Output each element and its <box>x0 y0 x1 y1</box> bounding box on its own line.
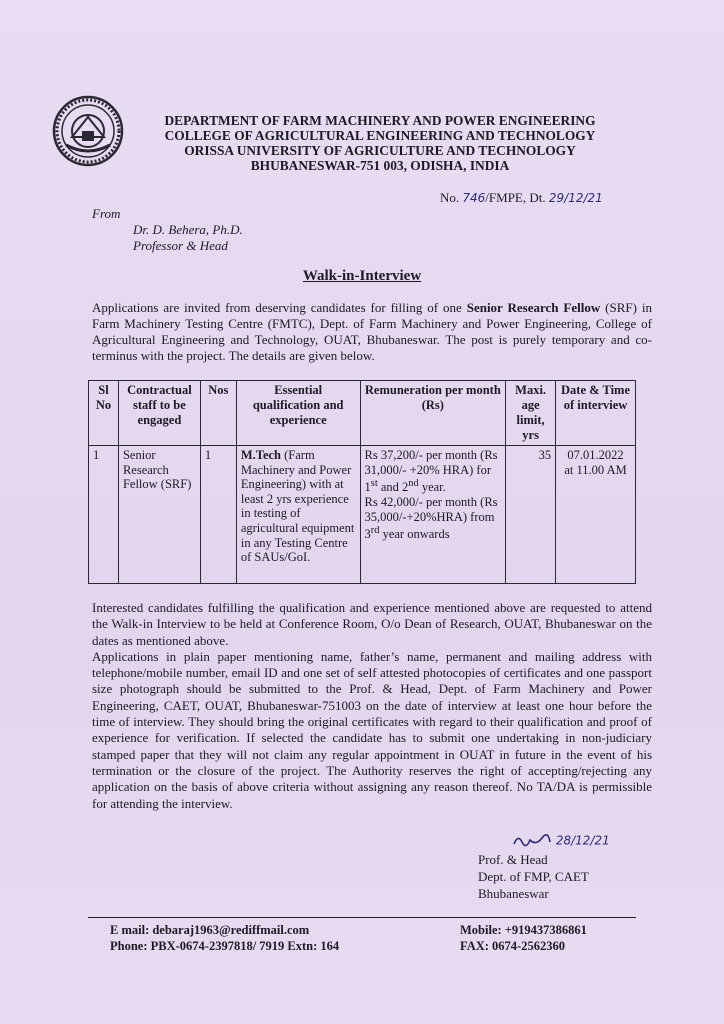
footer-mobile: Mobile: +919437386861 <box>460 923 587 937</box>
letterhead-line: BHUBANESWAR-751 003, ODISHA, INDIA <box>250 158 510 173</box>
signatory-title: Prof. & Head <box>478 852 548 867</box>
paragraph-applications: Applications in plain paper mentioning name, father’s name, permanent and mailing address with telephone/mobile number, email ID and one set of self attested photocopies of certificates and one passport size photograph should be submitted to the Prof. & Head, Dept. of Farm Machinery and Power Engineering, CAET, OUAT, Bhubaneswar-751003 on the date of interview at least one hour before the time of interview. They should bring the original certificates with regard to their qualification and proof of experience for verification. If selected the candidate has to submit one undertaking in non-judiciary stamped paper that they will not claim any regular appointment in OUAT in future in the event of his termination or the closure of the project. The Authority reserves the right of accepting/rejecting any application on the basis of above criteria without assigning any reason thereof. No TA/DA is permissible for attending the interview. <box>92 648 652 811</box>
intro-post-name: Senior Research Fellow <box>466 300 601 315</box>
interview-time: at 11.00 AM <box>564 462 627 477</box>
ref-date: 29/12/21 <box>548 191 603 205</box>
table-header-row <box>89 381 636 446</box>
cell-staff: Senior Research Fellow (SRF) <box>118 446 200 584</box>
document-title: Walk-in-Interview <box>302 268 422 284</box>
footer-email: E mail: debaraj1963@rediffmail.com <box>110 923 310 937</box>
letterhead-line: ORISSA UNIVERSITY OF AGRICULTURE AND TECHNOLOGY <box>184 143 576 158</box>
qualification-degree: M.Tech <box>240 448 282 462</box>
qualification-detail: (Farm Machinery and Power Engineering) with at least 2 yrs experience in testing of agricultural equipment in any Testing Centre of SAUs/GoI. <box>240 448 355 565</box>
cell-qualification <box>236 446 360 584</box>
intro-text-rest: (SRF) in Farm Machinery Testing Centre (FMTC), Dept. of Farm Machinery and Power Engineering, College of Agricultural Engineering and Technology, OUAT, Bhubaneswar. The post is purely temporary and co-terminus with the project. The details are given below. <box>92 300 652 363</box>
letterhead <box>120 113 640 173</box>
footer-fax: FAX: 0674-2562360 <box>460 939 565 953</box>
ref-suffix: /FMPE, Dt. <box>485 190 546 205</box>
signature-icon <box>512 832 552 850</box>
cell-remuneration <box>360 446 506 584</box>
interview-date: 07.01.2022 <box>567 448 624 462</box>
letterhead-line: COLLEGE OF AGRICULTURAL ENGINEERING AND TECHNOLOGY <box>164 128 596 143</box>
signatory-place: Bhubaneswar <box>478 886 549 901</box>
signature-date: 28/12/21 <box>555 833 610 848</box>
footer-phone: Phone: PBX-0674-2397818/ 7919 Extn: 164 <box>110 939 340 953</box>
intro-paragraph <box>92 300 652 364</box>
remuneration-year1-2: Rs 37,200/- per month (Rs 31,000/- +20% HRA) for 1st and 2nd year. <box>364 448 498 495</box>
cell-nos: 1 <box>200 446 236 584</box>
signatory-dept: Dept. of FMP, CAET <box>478 869 589 884</box>
vacancy-table <box>88 380 636 584</box>
signatory-block <box>478 851 589 902</box>
university-seal-icon <box>52 95 124 167</box>
header-date: Date & Time of interview <box>556 381 636 446</box>
header-remuneration: Remuneration per month (Rs) <box>360 381 506 446</box>
footer-divider <box>88 917 636 918</box>
header-staff: Contractual staff to be engaged <box>118 381 200 446</box>
body-text <box>92 600 652 812</box>
sender-name: Dr. D. Behera, Ph.D. <box>133 222 243 237</box>
letterhead-line: DEPARTMENT OF FARM MACHINERY AND POWER ENGINEERING <box>164 113 596 128</box>
sender-block <box>133 222 243 254</box>
ref-number: 746 <box>462 191 486 205</box>
intro-text: Applications are invited from deserving candidates for filling of one <box>92 300 467 315</box>
remuneration-year3: Rs 42,000/- per month (Rs 35,000/-+20%HRA) from 3rd year onwards <box>364 494 498 542</box>
ref-prefix: No. <box>440 190 460 205</box>
signature-date-handwritten <box>512 832 610 850</box>
cell-age: 35 <box>506 446 556 584</box>
header-sl: Sl No <box>89 381 119 446</box>
from-label: From <box>92 206 121 221</box>
cell-date <box>556 446 636 584</box>
paragraph-attend: Interested candidates fulfilling the qualification and experience mentioned above are requested to attend the Walk-in Interview to be held at Conference Room, O/o Dean of Research, OUAT, Bhubaneswar on the dates as mentioned above. <box>92 600 652 648</box>
table-row <box>89 446 636 584</box>
cell-sl: 1 <box>89 446 119 584</box>
header-qualification: Essential qualification and experience <box>236 381 360 446</box>
header-age: Maxi. age limit, yrs <box>506 381 556 446</box>
sender-designation: Professor & Head <box>133 238 228 253</box>
header-nos: Nos <box>200 381 236 446</box>
reference-number <box>440 190 603 206</box>
